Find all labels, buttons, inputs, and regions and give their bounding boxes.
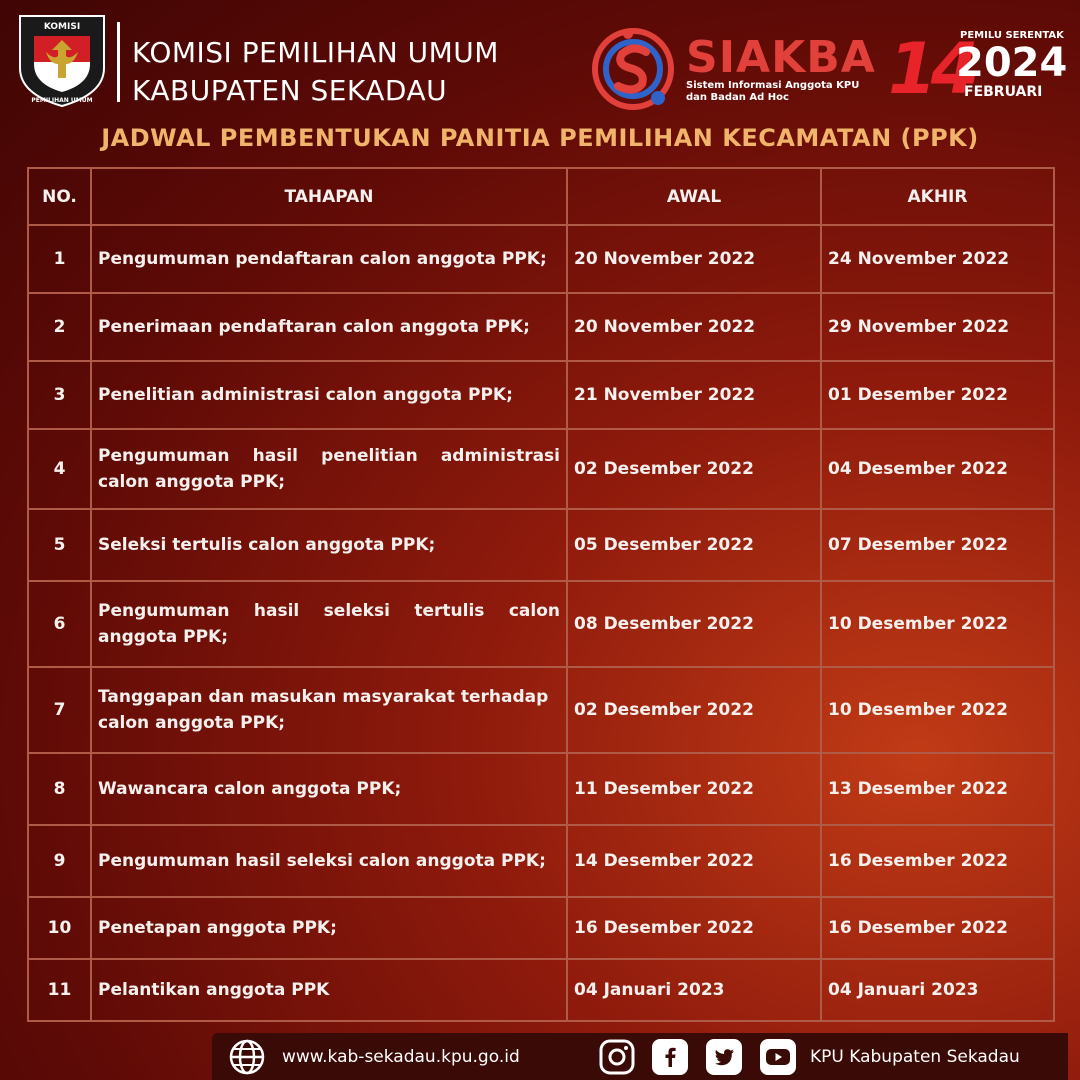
row-end: 07 Desember 2022 — [821, 509, 1054, 581]
table-row — [28, 667, 1054, 753]
header-end: AKHIR — [821, 168, 1054, 225]
row-stage: Pengumuman hasil seleksi calon anggota PPK; — [91, 825, 567, 897]
table-header-row — [28, 168, 1054, 225]
pemilu-label: PEMILU SERENTAK — [960, 30, 1064, 41]
row-no: 1 — [28, 225, 91, 293]
row-no: 9 — [28, 825, 91, 897]
row-end: 16 Desember 2022 — [821, 825, 1054, 897]
row-end: 01 Desember 2022 — [821, 361, 1054, 429]
row-stage: Wawancara calon anggota PPK; — [91, 753, 567, 825]
footer — [212, 1033, 1068, 1080]
row-end: 24 November 2022 — [821, 225, 1054, 293]
header-no: NO. — [28, 168, 91, 225]
kpu-logo-icon — [16, 12, 108, 108]
globe-icon — [228, 1038, 266, 1076]
table-row — [28, 581, 1054, 667]
row-start: 16 Desember 2022 — [567, 897, 821, 959]
twitter-icon — [706, 1039, 742, 1075]
row-no: 10 — [28, 897, 91, 959]
table-row — [28, 959, 1054, 1021]
row-start: 20 November 2022 — [567, 225, 821, 293]
row-end: 29 November 2022 — [821, 293, 1054, 361]
row-no: 6 — [28, 581, 91, 667]
instagram-link[interactable] — [598, 1033, 636, 1080]
row-end: 04 Januari 2023 — [821, 959, 1054, 1021]
row-start: 02 Desember 2022 — [567, 667, 821, 753]
row-start: 11 Desember 2022 — [567, 753, 821, 825]
row-end: 04 Desember 2022 — [821, 429, 1054, 509]
page-title: JADWAL PEMBENTUKAN PANITIA PEMILIHAN KECAMATAN (PPK) — [101, 124, 979, 152]
table-row — [28, 225, 1054, 293]
table-row — [28, 429, 1054, 509]
header-stage: TAHAPAN — [91, 168, 567, 225]
row-no: 2 — [28, 293, 91, 361]
siakba-emblem-icon — [588, 24, 680, 114]
row-no: 5 — [28, 509, 91, 581]
row-no: 8 — [28, 753, 91, 825]
row-no: 7 — [28, 667, 91, 753]
row-stage: Pengumuman pendaftaran calon anggota PPK; — [91, 225, 567, 293]
instagram-icon — [598, 1038, 636, 1076]
row-stage: Tanggapan dan masukan masyarakat terhadap calon anggota PPK; — [91, 667, 567, 753]
pemilu-logo — [888, 24, 1068, 114]
siakba-sub-line-2: dan Badan Ad Hoc — [686, 92, 789, 103]
website-text: www.kab-sekadau.kpu.go.id — [282, 1046, 520, 1067]
row-end: 16 Desember 2022 — [821, 897, 1054, 959]
table-row — [28, 293, 1054, 361]
youtube-link[interactable] — [760, 1033, 796, 1080]
row-no: 3 — [28, 361, 91, 429]
org-line-2: KABUPATEN SEKADAU — [132, 74, 448, 107]
row-start: 05 Desember 2022 — [567, 509, 821, 581]
header — [0, 0, 1080, 120]
table-row — [28, 753, 1054, 825]
row-stage: Penetapan anggota PPK; — [91, 897, 567, 959]
siakba-subtitle — [686, 80, 859, 104]
row-start: 14 Desember 2022 — [567, 825, 821, 897]
table-row — [28, 897, 1054, 959]
row-start: 02 Desember 2022 — [567, 429, 821, 509]
row-end: 13 Desember 2022 — [821, 753, 1054, 825]
row-start: 21 November 2022 — [567, 361, 821, 429]
table-row — [28, 361, 1054, 429]
row-stage: Penelitian administrasi calon anggota PPK; — [91, 361, 567, 429]
website-link[interactable] — [228, 1033, 520, 1080]
row-end: 10 Desember 2022 — [821, 581, 1054, 667]
row-start: 08 Desember 2022 — [567, 581, 821, 667]
table-row — [28, 509, 1054, 581]
header-divider — [117, 22, 120, 102]
row-stage: Pelantikan anggota PPK — [91, 959, 567, 1021]
twitter-link[interactable] — [706, 1033, 742, 1080]
schedule-table — [27, 167, 1055, 1022]
pemilu-month: FEBRUARI — [964, 84, 1043, 100]
row-no: 11 — [28, 959, 91, 1021]
header-start: AWAL — [567, 168, 821, 225]
pemilu-year: 2024 — [956, 40, 1068, 86]
siakba-logo — [588, 24, 880, 114]
org-title — [132, 34, 499, 110]
row-no: 4 — [28, 429, 91, 509]
org-line-1: KOMISI PEMILIHAN UMUM — [132, 36, 499, 69]
row-stage: Pengumuman hasil seleksi tertulis calon anggota PPK; — [91, 581, 567, 667]
pemilu-day: 14 — [888, 28, 974, 110]
logo-top-text: KOMISI — [43, 22, 81, 32]
table-row — [28, 825, 1054, 897]
siakba-sub-line-1: Sistem Informasi Anggota KPU — [686, 80, 860, 91]
row-stage: Pengumuman hasil penelitian administrasi calon anggota PPK; — [91, 429, 567, 509]
facebook-link[interactable] — [652, 1033, 688, 1080]
row-stage: Penerimaan pendaftaran calon anggota PPK; — [91, 293, 567, 361]
account-text: KPU Kabupaten Sekadau — [810, 1046, 1020, 1067]
logo-bottom-text: PEMILIHAN UMUM — [31, 97, 93, 104]
row-start: 20 November 2022 — [567, 293, 821, 361]
row-end: 10 Desember 2022 — [821, 667, 1054, 753]
youtube-icon — [760, 1039, 796, 1075]
siakba-title: SIAKBA — [686, 32, 876, 83]
row-start: 04 Januari 2023 — [567, 959, 821, 1021]
account-name — [810, 1033, 1020, 1080]
facebook-icon — [652, 1039, 688, 1075]
row-stage: Seleksi tertulis calon anggota PPK; — [91, 509, 567, 581]
